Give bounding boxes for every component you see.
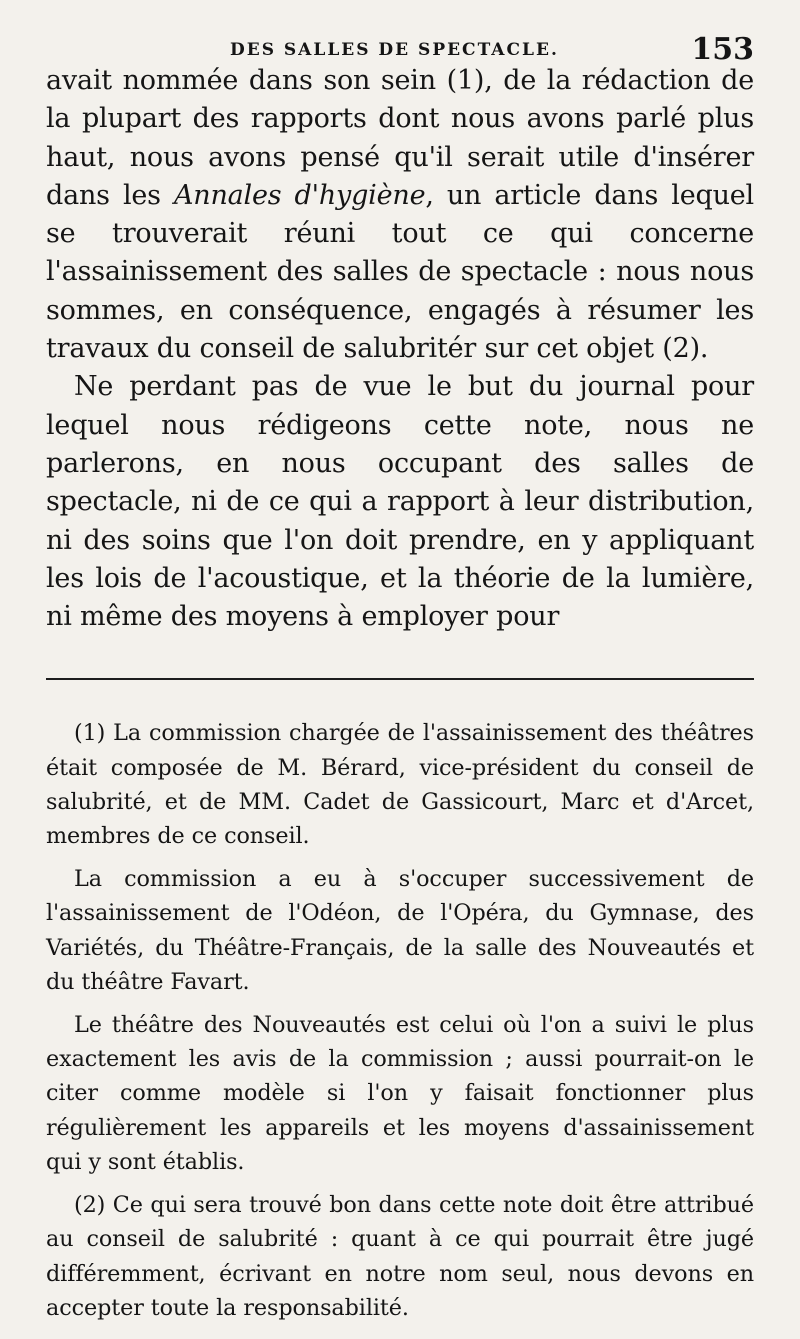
paragraph-1	[46, 62, 754, 368]
running-head	[46, 0, 754, 67]
main-text	[46, 62, 754, 636]
footnotes	[46, 716, 754, 1324]
footnote-1-continued-a: La commission a eu à s'occuper successivement de l'assainissement de l'Odéon, de l'Opéra, du Gymnase, des Variétés, du Théâtre-Français, de la salle des Nouveautés et du théâtre Favart.	[46, 866, 754, 995]
footnote-1: (1) La commission chargée de l'assainissement des théâtres était composée de M. Bérard, vice-président du conseil de salubrité, et de MM. Cadet de Gassicourt, Marc et d'Arcet, membres de ce conseil.	[46, 720, 754, 850]
footnote-2: (2) Ce qui sera trouvé bon dans cette note doit être attribué au conseil de salubrité : quant à ce qui pourrait être jugé différemment, écrivant en notre nom seul, nous devons en accepter toute la responsabilité.	[46, 1192, 754, 1321]
paragraph-2: Ne perdant pas de vue le but du journal pour lequel nous rédigeons cette note, nous ne parlerons, en nous occupant des salles de spectacle, ni de ce qui a rapport à leur distribution, ni des soins que l'on doit prendre, en y appliquant les lois de l'acoustique, et la théorie de la lumière, ni même des moyens à employer pour	[46, 371, 754, 633]
running-title: DES SALLES DE SPECTACLE.	[230, 40, 559, 60]
footnote-1-continued-b: Le théâtre des Nouveautés est celui où l'on a suivi le plus exactement les avis de la commission ; aussi pourrait-on le citer comme modèle si l'on y faisait fonctionner plus régulièrement les appareils et les moyens d'assainissement qui y sont établis.	[46, 1012, 754, 1175]
paragraph-1-part-2: , un article dans lequel se trouverait réuni tout ce qui concerne l'assainissement des salles de spectacle : nous nous sommes, en conséquence, engagés à résumer les travaux du conseil de salubritér sur cet objet (2).	[46, 179, 754, 365]
paragraph-1-part-1: avait nommée dans son sein (1), de la rédaction de la plupart des rapports dont nous avons parlé plus haut, nous avons pensé qu'il serait utile d'insérer dans les	[46, 65, 754, 211]
footnote-divider	[46, 678, 754, 680]
page-number: 153	[691, 32, 754, 67]
journal-title: Annales d'hygiène	[173, 179, 426, 211]
